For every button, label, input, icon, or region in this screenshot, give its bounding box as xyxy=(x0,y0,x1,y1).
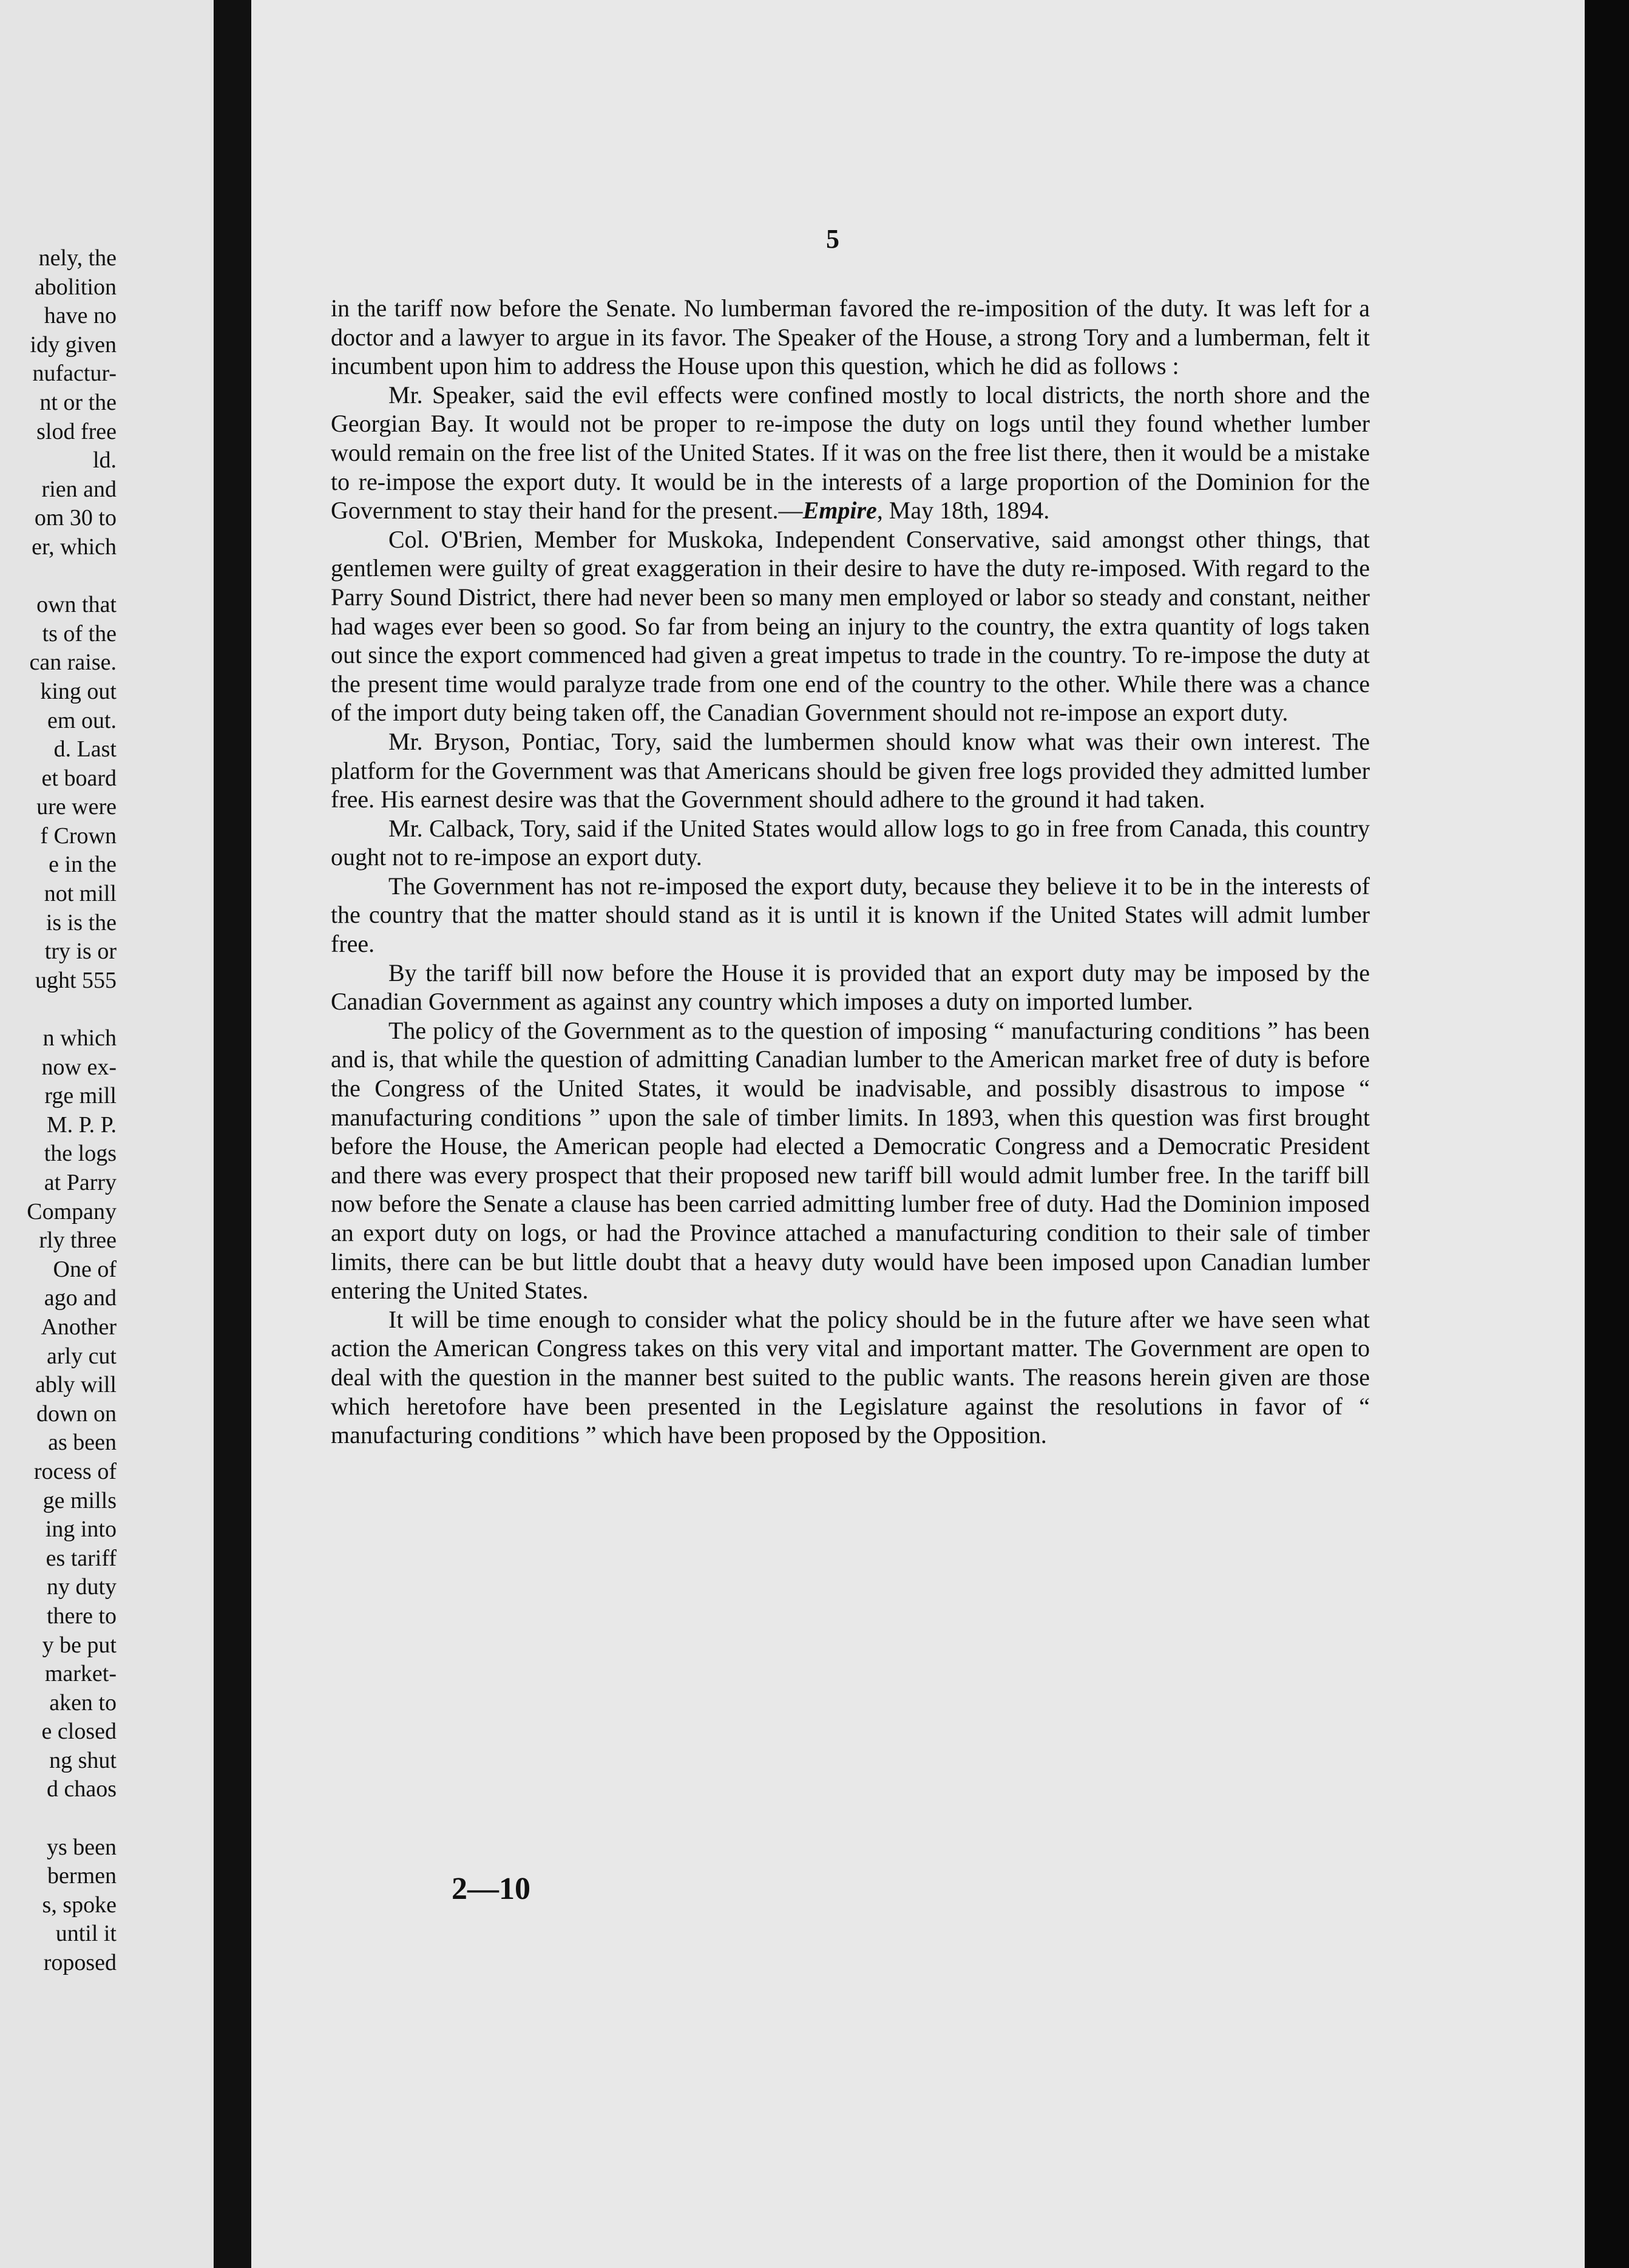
body-text xyxy=(331,294,1370,1450)
scan-margin xyxy=(1585,0,1629,2268)
binding-shadow xyxy=(214,0,251,2268)
text-line: s, spoke xyxy=(42,1892,117,1918)
text-line: have no xyxy=(44,303,117,329)
source-date: , May 18th, 1894. xyxy=(876,497,1050,525)
text-line: now ex- xyxy=(41,1054,117,1080)
text-line: as been xyxy=(48,1430,117,1456)
text-line: f Crown xyxy=(40,823,117,849)
text-line: king out xyxy=(40,678,117,704)
text-line: em out. xyxy=(47,707,117,733)
text-line: market- xyxy=(44,1661,117,1687)
text-line: er, which xyxy=(32,534,117,560)
text-line: ld. xyxy=(92,447,117,474)
text-line: ago and xyxy=(44,1285,117,1311)
text-line: nufactur- xyxy=(32,361,117,387)
text-line: until it xyxy=(55,1921,117,1947)
text-line: ure were xyxy=(36,794,117,820)
text-line: down on xyxy=(36,1401,117,1427)
text-line: et board xyxy=(41,765,117,791)
text-line: roposed xyxy=(43,1950,117,1976)
text-line: One of xyxy=(53,1256,117,1282)
text-line: own that xyxy=(36,592,117,618)
text-line: bermen xyxy=(47,1863,117,1889)
text-line: nt or the xyxy=(39,389,117,415)
text-line: ably will xyxy=(35,1372,117,1398)
text-line: nely, the xyxy=(38,245,117,271)
text-line: can raise. xyxy=(29,650,117,676)
text-line: rge mill xyxy=(44,1083,117,1109)
paragraph: Col. O'Brien, Member for Muskoka, Independent Conservative, said amongst other things, that gentlemen were guilty of great exaggeration in their desire to have the duty re-imposed. With regard to the Parry Sound District, there had never been so many men employed or labor so steady and constant, neither had wages ever been so good. So far from being an injury to the country, the extra quantity of logs taken out since the export commenced had given a great impetus to trade in the country. To re-impose the duty at the present time would paralyze trade from one end of the country to the other. While there was a chance of the import duty being taken off, the Canadian Government should not re-impose an export duty. xyxy=(331,525,1370,727)
text-line: idy given xyxy=(30,331,117,358)
text-line: ng shut xyxy=(49,1747,117,1773)
text-line: rocess of xyxy=(33,1458,117,1484)
text-line: y be put xyxy=(42,1632,117,1658)
page-number: 5 xyxy=(826,224,839,254)
paragraph: The policy of the Government as to the question of imposing “ manufacturing conditions ” has been and is, that while the question of admitting Canadian lumber to the American market free of duty is before the Congress of the United States, it would be inadvisable, and possibly disastrous to impose “ manufacturing conditions ” upon the sale of timber limits. In 1893, when this question was first brought before the House, the American people had elected a Democratic Congress and a Democratic President and there was every prospect that their proposed new tariff bill would admit lumber free. In the tariff bill now before the Senate a clause has been carried admitting lumber free of duty. Had the Dominion imposed an export duty on logs, or had the Province attached a manufacturing condition to their sale of timber limits, there can be but little doubt that a heavy duty would have been imposed upon Canadian lumber entering the United States. xyxy=(331,1016,1370,1305)
text-line: rly three xyxy=(39,1227,117,1254)
text-line: e closed xyxy=(41,1719,117,1745)
text-line: rien and xyxy=(41,476,117,502)
text-line: not mill xyxy=(44,881,117,907)
text-line: d. Last xyxy=(53,736,117,762)
text-line: es tariff xyxy=(46,1545,117,1571)
text-line: aken to xyxy=(49,1689,117,1716)
paragraph: It will be time enough to consider what the policy should be in the future after we have seen what action the American Congress takes on this very vital and important matter. The Government are open to deal with the question in the manner best suited to the public wants. The reasons herein given are those which heretofore have been presented in the Legislature against the resolutions in favor of “ manufacturing conditions ” which have been proposed by the Opposition. xyxy=(331,1305,1370,1449)
text-line: e in the xyxy=(49,852,117,878)
source-citation: Empire xyxy=(802,497,877,525)
text-line: Company xyxy=(27,1198,117,1224)
paragraph-text: Mr. Speaker, said the evil effects were confined mostly to local districts, the north shore and the Georgian Bay. It would not be proper to re-impose the duty on logs until they found whether lumber would remain on the free list of the United States. If it was on the free list there, then it would be a mistake to re-impose the export duty. It would be in the interests of a large proportion of the Dominion for the Government to stay their hand for the present.— xyxy=(331,381,1370,525)
text-line: ts of the xyxy=(42,620,117,647)
text-line: ny duty xyxy=(46,1574,117,1600)
text-line: the logs xyxy=(44,1141,117,1167)
text-line: at Parry xyxy=(44,1170,117,1195)
text-line: slod free xyxy=(36,418,117,444)
printer-signature-mark: 2—10 xyxy=(452,1872,530,1906)
text-line: d chaos xyxy=(46,1776,117,1802)
text-line: abolition xyxy=(34,274,117,300)
text-line: Another xyxy=(41,1314,117,1340)
text-line: ing into xyxy=(45,1516,117,1543)
text-line: n which xyxy=(42,1025,117,1051)
document-page xyxy=(251,0,1585,2268)
text-line: try is or xyxy=(44,939,117,965)
text-line: there to xyxy=(46,1603,117,1629)
line-gap xyxy=(0,995,117,1024)
text-line: ge mills xyxy=(42,1487,117,1513)
paragraph: By the tariff bill now before the House it is provided that an export duty may be imposed by the Canadian Government as against any country which imposes a duty on imported lumber. xyxy=(331,959,1370,1016)
paragraph: Mr. Calback, Tory, said if the United States would allow logs to go in free from Canada, this country ought not to re-impose an export duty. xyxy=(331,814,1370,871)
text-line: M. P. P. xyxy=(46,1112,117,1138)
paragraph xyxy=(331,381,1370,525)
line-gap xyxy=(0,562,117,591)
text-line: om 30 to xyxy=(34,505,117,531)
text-line: ught 555 xyxy=(35,967,117,993)
previous-page-fragment xyxy=(0,0,214,2268)
paragraph: The Government has not re-imposed the export duty, because they believe it to be in the interests of the country that the matter should stand as it is until it is known if the United States will admit lumber free. xyxy=(331,872,1370,958)
text-line: is is the xyxy=(46,909,117,935)
text-line: arly cut xyxy=(46,1343,117,1369)
paragraph: Mr. Bryson, Pontiac, Tory, said the lumbermen should know what was their own interest. The platform for the Government was that Americans should be given free logs provided they admitted lumber free. His earnest desire was that the Government should adhere to the ground it had taken. xyxy=(331,727,1370,813)
line-gap xyxy=(0,1804,117,1833)
previous-page-text xyxy=(0,244,117,1978)
paragraph: in the tariff now before the Senate. No lumberman favored the re-imposition of the duty. It was left for a doctor and a lawyer to argue in its favor. The Speaker of the House, a strong Tory and a lumberman, felt it incumbent upon him to address the House upon this question, which he did as follows : xyxy=(331,294,1370,380)
text-line: ys been xyxy=(46,1834,117,1860)
